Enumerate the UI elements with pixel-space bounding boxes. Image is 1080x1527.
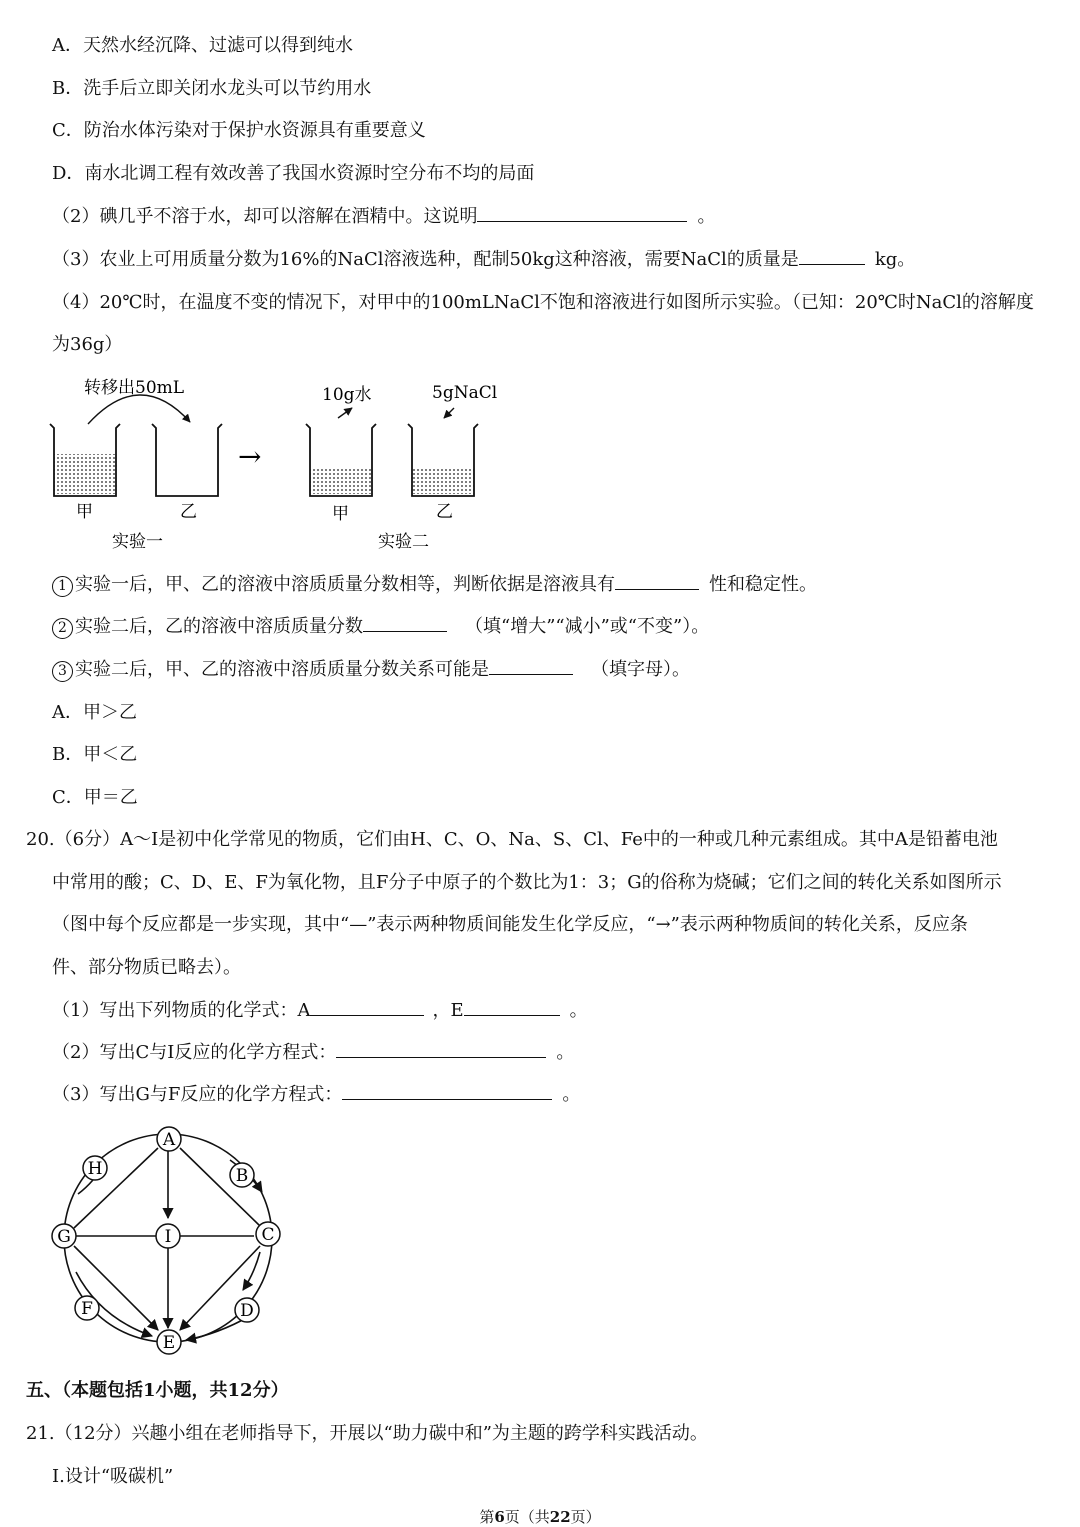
sub-question-2: 2 实验二后，乙的溶液中溶质质量分数 （填“增大”“减小”或“不变”）。	[52, 615, 709, 639]
label-jia: 甲	[332, 504, 349, 524]
node-e	[157, 1330, 181, 1354]
answer-blank[interactable]	[799, 248, 865, 265]
svg-text:B: B	[235, 1166, 249, 1186]
label-yi: 乙	[180, 502, 197, 522]
water-label: 10g水	[322, 385, 372, 405]
svg-text:H: H	[87, 1159, 103, 1179]
svg-text:C: C	[261, 1225, 275, 1245]
q19-part2: （2）碘几乎不溶于水，却可以溶解在酒精中。这说明 。	[52, 206, 716, 227]
q20-part1: （1）写出下列物质的化学式：A ，E 。	[52, 1000, 588, 1021]
svg-text:A: A	[162, 1130, 176, 1150]
conversion-relation-diagram	[40, 1122, 300, 1360]
answer-blank[interactable]	[342, 1083, 552, 1100]
answer-blank[interactable]	[489, 658, 573, 675]
choice-c: C．甲＝乙	[52, 787, 138, 808]
label-experiment-2: 实验二	[378, 532, 429, 552]
circled-number: 2	[52, 618, 73, 639]
q19-part3: （3）农业上可用质量分数为16%的NaCl溶液选种，配制50kg这种溶液，需要NaCl的质量是 kg。	[52, 249, 916, 270]
node-d	[235, 1298, 259, 1322]
option-a: A．天然水经沉降、过滤可以得到纯水	[52, 35, 353, 56]
arrow-icon: →	[238, 440, 262, 473]
svg-text:D: D	[240, 1301, 254, 1321]
q19-part4-line2: 为36g）	[52, 334, 123, 355]
q20-stem-line1: 20.（6分）A～I是初中化学常见的物质，它们由H、C、O、Na、S、Cl、Fe中的一种或几种元素组成。其中A是铅蓄电池	[26, 829, 998, 850]
node-f	[75, 1296, 99, 1320]
node-g	[52, 1224, 76, 1248]
option-b: B．洗手后立即关闭水龙头可以节约用水	[52, 78, 372, 99]
q19-part4-line1: （4）20℃时，在温度不变的情况下，对甲中的100mLNaCl不饱和溶液进行如图所示实验。（已知：20℃时NaCl的溶解度	[52, 292, 1034, 313]
q20-stem-line2: 中常用的酸；C、D、E、F为氧化物，且F分子中原子的个数比为1：3；G的俗称为烧碱；它们之间的转化关系如图所示	[52, 872, 1002, 893]
label-yi: 乙	[436, 502, 453, 522]
answer-blank[interactable]	[310, 999, 424, 1016]
q21-stem: 21.（12分）兴趣小组在老师指导下，开展以“助力碳中和”为主题的跨学科实践活动。	[26, 1423, 708, 1444]
sub-question-1: 1 实验一后，甲、乙的溶液中溶质质量分数相等，判断依据是溶液具有 性和稳定性。	[52, 573, 817, 597]
answer-blank[interactable]	[336, 1041, 546, 1058]
option-d: D．南水北调工程有效改善了我国水资源时空分布不均的局面	[52, 163, 535, 184]
q20-part3: （3）写出G与F反应的化学方程式： 。	[52, 1084, 581, 1105]
section-heading: 五、（本题包括1小题，共12分）	[26, 1380, 289, 1401]
node-a	[157, 1127, 181, 1151]
svg-text:I: I	[164, 1227, 172, 1247]
sub-question-3: 3 实验二后，甲、乙的溶液中溶质质量分数关系可能是 （填字母）。	[52, 658, 690, 682]
answer-blank[interactable]	[363, 615, 447, 632]
beaker-jia-1	[50, 424, 120, 496]
node-b	[230, 1163, 254, 1187]
label-jia: 甲	[76, 502, 93, 522]
circled-number: 3	[52, 661, 73, 682]
page-footer: 第6页（共22页）	[479, 1508, 601, 1526]
beaker-jia-2	[306, 424, 376, 496]
answer-blank[interactable]	[615, 573, 699, 590]
salt-label: 5gNaCl	[432, 383, 498, 403]
option-c: C．防治水体污染对于保护水资源具有重要意义	[52, 120, 426, 141]
q20-stem-line3: （图中每个反应都是一步实现，其中“—”表示两种物质间能发生化学反应，“→”表示两种物质间的转化关系，反应条	[52, 914, 968, 935]
q20-part2: （2）写出C与I反应的化学方程式： 。	[52, 1042, 575, 1063]
beaker-experiment-figure	[40, 372, 510, 557]
choice-b: B．甲＜乙	[52, 744, 138, 765]
node-i	[156, 1224, 180, 1248]
transfer-label: 转移出50mL	[84, 378, 185, 398]
beaker-yi-2	[408, 424, 478, 496]
svg-text:G: G	[57, 1227, 71, 1247]
answer-blank[interactable]	[464, 999, 560, 1016]
answer-blank[interactable]	[477, 205, 687, 222]
label-experiment-1: 实验一	[112, 532, 163, 552]
q21-subheading: Ⅰ.设计“吸碳机”	[52, 1466, 174, 1487]
circled-number: 1	[52, 576, 73, 597]
choice-a: A．甲＞乙	[52, 702, 137, 723]
svg-text:E: E	[162, 1333, 176, 1353]
node-h	[83, 1156, 107, 1180]
node-c	[256, 1222, 280, 1246]
svg-text:F: F	[81, 1299, 93, 1319]
q20-stem-line4: 件、部分物质已略去）。	[52, 957, 241, 978]
beaker-yi-1	[152, 424, 222, 496]
